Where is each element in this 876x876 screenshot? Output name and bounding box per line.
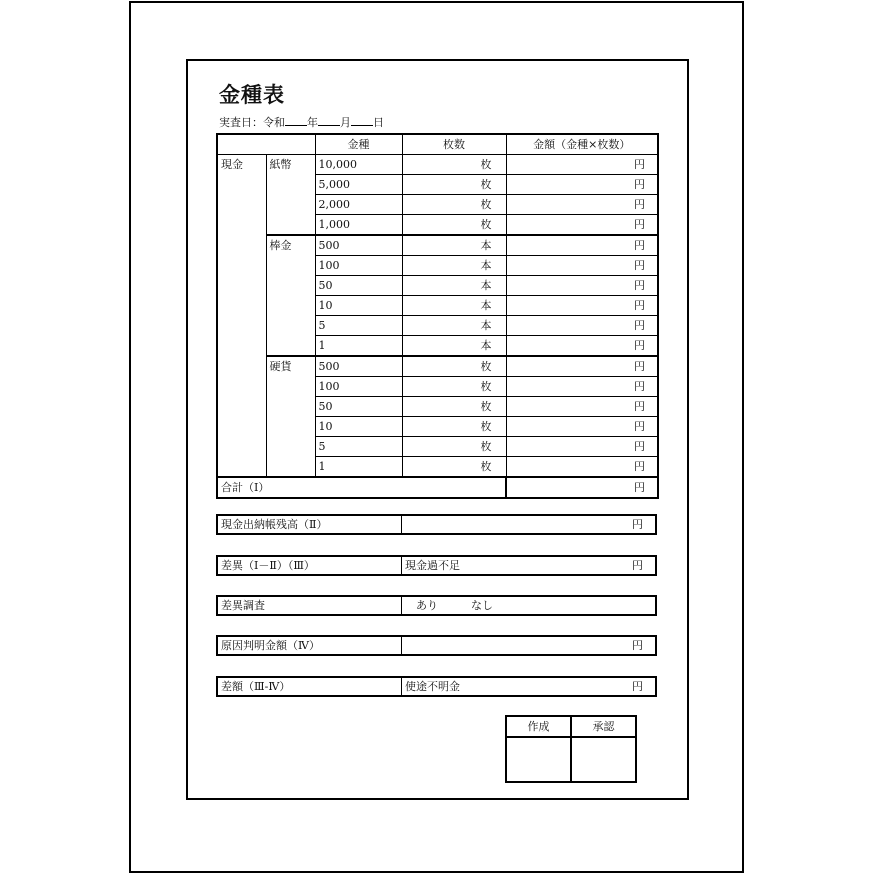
approved-header: 承認 — [571, 716, 636, 737]
denomination-value: 500 — [315, 356, 402, 377]
count-field[interactable] — [402, 175, 506, 195]
count-field[interactable] — [402, 437, 506, 457]
denomination-value: 500 — [315, 235, 402, 256]
yen-unit: 円 — [634, 279, 645, 292]
denomination-value: 1 — [315, 457, 402, 478]
yen-unit: 円 — [634, 400, 645, 413]
count-field[interactable] — [402, 397, 506, 417]
inspection-date — [219, 114, 384, 130]
count-unit: 枚 — [480, 158, 492, 171]
count-unit: 本 — [480, 279, 492, 292]
table-row — [217, 356, 658, 377]
count-field[interactable] — [402, 336, 506, 357]
amount-field[interactable] — [506, 235, 658, 256]
denomination-value: 100 — [315, 256, 402, 276]
table-row — [217, 155, 658, 175]
amount-field[interactable] — [506, 215, 658, 236]
cause-amount-field[interactable] — [402, 637, 655, 654]
yen-unit: 円 — [634, 178, 645, 191]
count-field[interactable] — [402, 417, 506, 437]
yen-unit: 円 — [634, 481, 645, 494]
yen-unit: 円 — [634, 339, 645, 352]
denomination-value: 50 — [315, 276, 402, 296]
count-unit: 枚 — [480, 440, 492, 453]
count-field[interactable] — [402, 316, 506, 336]
total-label: 合計（Ⅰ） — [217, 477, 506, 498]
denomination-value: 2,000 — [315, 195, 402, 215]
year-blank[interactable] — [285, 116, 307, 126]
made-by-header: 作成 — [506, 716, 571, 737]
total-amount-field[interactable] — [506, 477, 658, 498]
difference-row — [216, 555, 657, 576]
count-unit: 本 — [480, 259, 492, 272]
date-month: 月 — [340, 116, 351, 129]
yen-unit: 円 — [634, 319, 645, 332]
count-unit: 枚 — [480, 178, 492, 191]
investigation-choice[interactable]: あり なし — [416, 599, 493, 612]
cash-label: 現金 — [217, 155, 266, 478]
yen-unit: 円 — [634, 299, 645, 312]
yen-unit: 円 — [634, 420, 645, 433]
page-title: 金種表 — [219, 83, 285, 107]
denomination-value: 10 — [315, 417, 402, 437]
yen-unit: 円 — [632, 559, 643, 572]
count-unit: 枚 — [480, 460, 492, 473]
table-header-row — [217, 134, 658, 155]
difference-field[interactable] — [402, 557, 655, 574]
yen-unit: 円 — [634, 460, 645, 473]
count-unit: 本 — [480, 319, 492, 332]
count-unit: 枚 — [480, 198, 492, 211]
denomination-value: 1 — [315, 336, 402, 357]
amount-field[interactable] — [506, 256, 658, 276]
count-unit: 枚 — [480, 218, 492, 231]
denomination-value: 5 — [315, 437, 402, 457]
denomination-table — [216, 133, 659, 499]
made-by-stamp-cell[interactable] — [506, 737, 571, 782]
yen-unit: 円 — [634, 259, 645, 272]
denomination-value: 50 — [315, 397, 402, 417]
count-field[interactable] — [402, 356, 506, 377]
denomination-value: 5 — [315, 316, 402, 336]
amount-field[interactable] — [506, 437, 658, 457]
denomination-value: 5,000 — [315, 175, 402, 195]
count-field[interactable] — [402, 377, 506, 397]
remainder-label: 差額（Ⅲ-Ⅳ） — [218, 678, 402, 695]
header-blank — [217, 134, 315, 155]
yen-unit: 円 — [634, 239, 645, 252]
amount-field[interactable] — [506, 276, 658, 296]
count-field[interactable] — [402, 457, 506, 478]
amount-field[interactable] — [506, 336, 658, 357]
count-field[interactable] — [402, 155, 506, 175]
yen-unit: 円 — [634, 158, 645, 171]
unknown-use-text: 使途不明金 — [405, 680, 460, 693]
count-field[interactable] — [402, 276, 506, 296]
table-row — [217, 235, 658, 256]
group-label: 硬貨 — [266, 356, 315, 477]
ledger-balance-label: 現金出納帳残高（Ⅱ） — [218, 516, 402, 533]
count-unit: 本 — [480, 339, 492, 352]
count-field[interactable] — [402, 256, 506, 276]
approved-stamp-cell[interactable] — [571, 737, 636, 782]
month-blank[interactable] — [318, 116, 340, 126]
count-field[interactable] — [402, 215, 506, 236]
yen-unit: 円 — [632, 680, 643, 693]
cause-amount-row — [216, 635, 657, 656]
count-unit: 枚 — [480, 400, 492, 413]
count-field[interactable] — [402, 235, 506, 256]
remainder-row — [216, 676, 657, 697]
amount-field[interactable] — [506, 155, 658, 175]
investigation-row — [216, 595, 657, 616]
count-unit: 枚 — [480, 420, 492, 433]
amount-field[interactable] — [506, 175, 658, 195]
amount-field[interactable] — [506, 417, 658, 437]
amount-field[interactable] — [506, 195, 658, 215]
count-field[interactable] — [402, 195, 506, 215]
yen-unit: 円 — [634, 380, 645, 393]
amount-field[interactable] — [506, 457, 658, 478]
ledger-balance-field[interactable] — [402, 516, 655, 533]
denomination-value: 100 — [315, 377, 402, 397]
count-unit: 枚 — [480, 360, 492, 373]
total-row — [217, 477, 658, 498]
remainder-field[interactable] — [402, 678, 655, 695]
cause-amount-label: 原因判明金額（Ⅳ） — [218, 637, 402, 654]
amount-field[interactable] — [506, 316, 658, 336]
yen-unit: 円 — [632, 639, 643, 652]
header-denomination: 金種 — [315, 134, 402, 155]
yen-unit: 円 — [634, 218, 645, 231]
group-label: 棒金 — [266, 235, 315, 356]
date-day: 日 — [373, 116, 384, 129]
investigation-label: 差異調査 — [218, 597, 402, 614]
group-label: 紙幣 — [266, 155, 315, 236]
day-blank[interactable] — [351, 116, 373, 126]
yen-unit: 円 — [634, 440, 645, 453]
difference-label: 差異（Ⅰ－Ⅱ）（Ⅲ） — [218, 557, 402, 574]
date-year: 年 — [307, 116, 318, 129]
denomination-value: 1,000 — [315, 215, 402, 236]
amount-field[interactable] — [506, 356, 658, 377]
header-count: 枚数 — [402, 134, 506, 155]
ledger-balance-row — [216, 514, 657, 535]
yen-unit: 円 — [634, 198, 645, 211]
header-amount: 金額（金種×枚数） — [506, 134, 658, 155]
amount-field[interactable] — [506, 377, 658, 397]
yen-unit: 円 — [634, 360, 645, 373]
date-label: 実査日：令和 — [219, 116, 285, 129]
count-unit: 本 — [480, 299, 492, 312]
cash-over-short-text: 現金過不足 — [405, 559, 460, 572]
approval-stamp-box — [505, 715, 637, 783]
count-unit: 枚 — [480, 380, 492, 393]
yen-unit: 円 — [632, 518, 643, 531]
denomination-value: 10,000 — [315, 155, 402, 175]
denomination-value: 10 — [315, 296, 402, 316]
count-unit: 本 — [480, 239, 492, 252]
count-field[interactable] — [402, 296, 506, 316]
amount-field[interactable] — [506, 296, 658, 316]
amount-field[interactable] — [506, 397, 658, 417]
